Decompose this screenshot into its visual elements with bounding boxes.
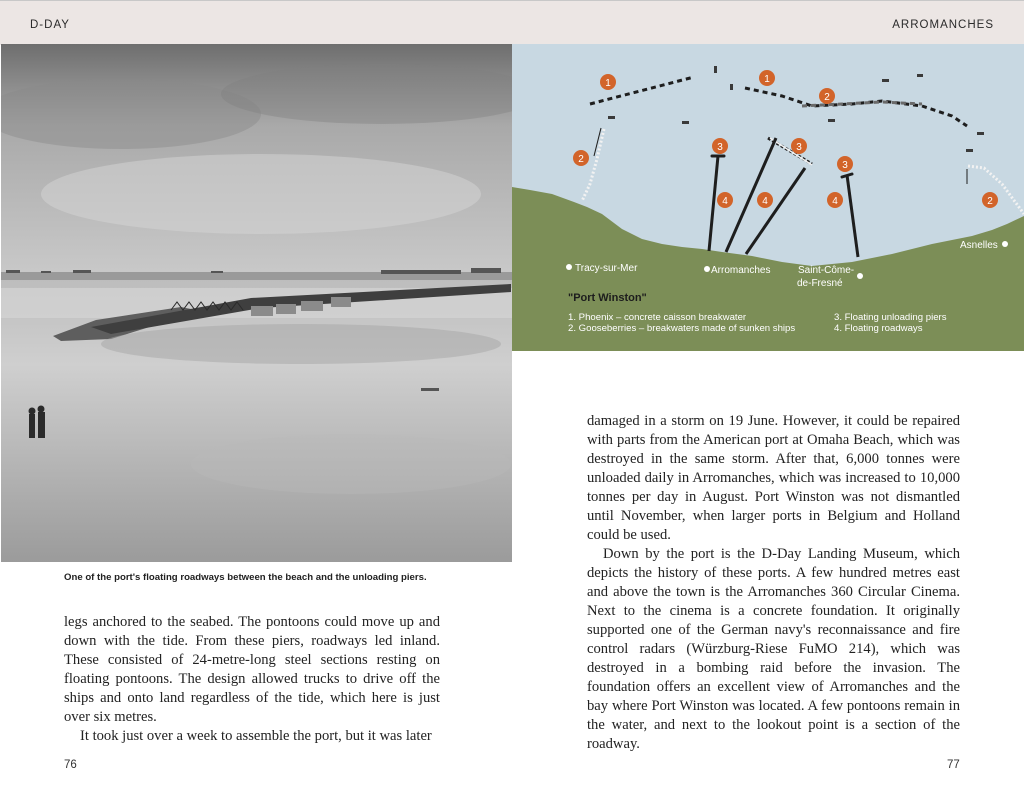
page-number-right: 77 xyxy=(947,759,960,771)
map-legend-title: "Port Winston" xyxy=(568,292,647,304)
town-saint-come-line1: Saint-Côme- xyxy=(798,265,855,276)
legend-item-4: 4. Floating roadways xyxy=(834,323,923,334)
marker-2c: 2 xyxy=(987,196,993,207)
port-winston-map xyxy=(512,44,1024,351)
marker-1a: 1 xyxy=(605,78,611,89)
town-tracy-sur-mer: Tracy-sur-Mer xyxy=(575,263,638,274)
marker-3a: 3 xyxy=(717,142,723,153)
page-number-left: 76 xyxy=(64,759,77,771)
marker-4a: 4 xyxy=(722,196,728,207)
town-saint-come-line2: de-Fresné xyxy=(797,278,843,289)
marker-4b: 4 xyxy=(762,196,768,207)
legend-item-2: 2. Gooseberries – breakwaters made of sunken ships xyxy=(568,323,796,334)
marker-2a: 2 xyxy=(824,92,830,103)
right-page-text xyxy=(587,412,960,754)
header-band xyxy=(0,0,1024,45)
town-asnelles: Asnelles xyxy=(960,240,998,251)
town-arromanches: Arromanches xyxy=(711,265,771,276)
left-paragraph-2: It took just over a week to assemble the port, but it was later xyxy=(80,728,432,744)
right-paragraph-2: Down by the port is the D-Day Landing Museum, which depicts the history of these ports. A few hundred metres east and above the town is the Arromanches 360 Circular Cinema. Next to the cinema is a concrete foundation. It originally supported one of the German navy's reconnaissance and fire control radars (Würzburg-Riese FuMO 214), which was destroyed in a bombing raid before the invasion. The foundation offers an excellent view of Arromanches and the bay where Port Winston was located. A few pontoons remain in the water, and next to the lookout point is a section of the roadway. xyxy=(587,546,960,752)
photo-caption: One of the port's floating roadways between the beach and the unloading piers. xyxy=(64,572,427,583)
running-head-right: ARROMANCHES xyxy=(892,19,994,31)
legend-item-1: 1. Phoenix – concrete caisson breakwater xyxy=(568,312,747,323)
marker-3b: 3 xyxy=(796,142,802,153)
left-paragraph-1: legs anchored to the seabed. The pontoons could move up and down with the tide. From these piers, roadways led inland. These consisted of 24-metre-long steel sections resting on floating pontoons. The design allowed trucks to drive off the ships and onto land regardless of the tide, which here is just over six metres. xyxy=(64,614,440,725)
marker-3c: 3 xyxy=(842,160,848,171)
marker-2b: 2 xyxy=(578,154,584,165)
left-page-text xyxy=(64,613,440,746)
marker-1b: 1 xyxy=(764,74,770,85)
legend-item-3: 3. Floating unloading piers xyxy=(834,312,947,323)
right-paragraph-1: damaged in a storm on 19 June. However, it could be repaired with parts from the American port at Omaha Beach, which was destroyed in the same storm. After that, 6,000 tonnes were unloaded daily in Arromanches, which was increased to 10,000 tonnes per day in August. Port Winston was not dismantled until November, when larger ports in Belgium and Holland could be used. xyxy=(587,413,960,543)
beach-photo xyxy=(1,44,512,562)
marker-4c: 4 xyxy=(832,196,838,207)
running-head-left: D-DAY xyxy=(30,19,70,31)
